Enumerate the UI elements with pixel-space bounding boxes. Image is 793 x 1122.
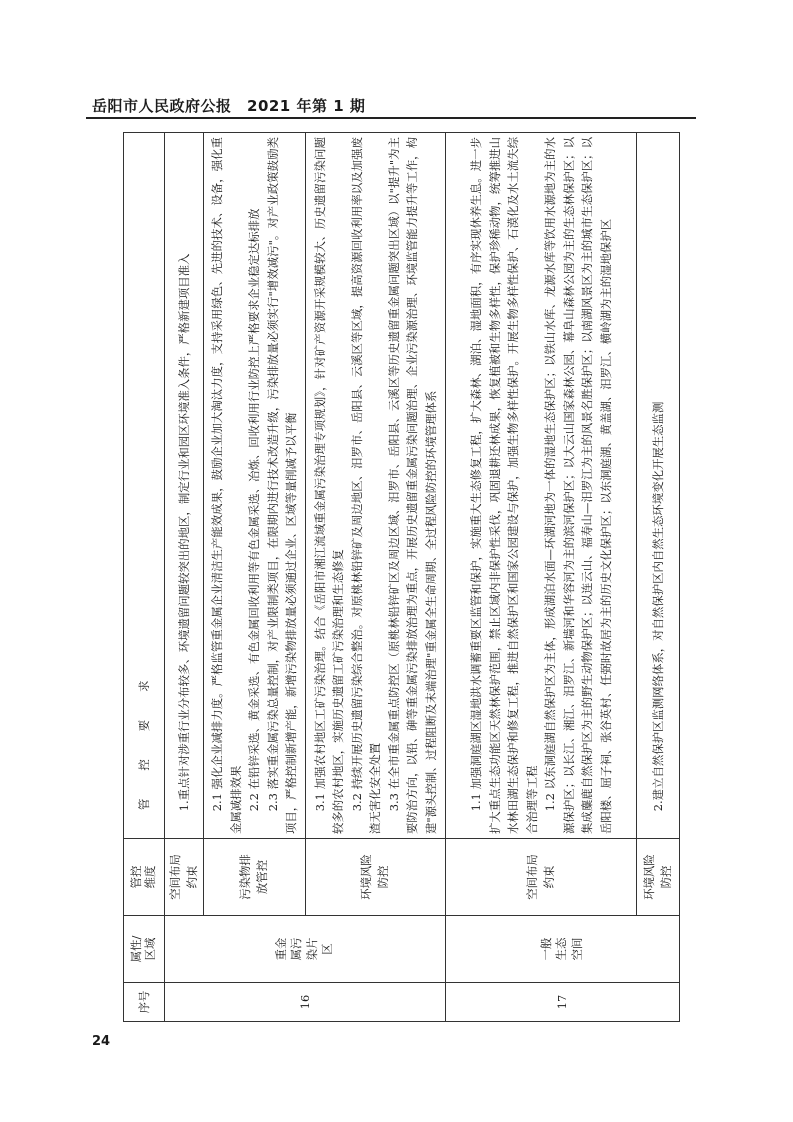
dimension-cell: 空间布局约束 <box>446 839 637 916</box>
requirement-text: 3.2 持续开展历史遗留污染综合整治。对原桃林铅锌矿及周边地区、汨罗市、岳阳县、云溪区等区域，提高资源回收利用率以及加强废渣无害化安全处置 <box>349 137 383 834</box>
requirement-text: 1.1 加强洞庭湖区湿地洪水调蓄重要区监管和保护，实施重大生态修复工程，扩大森林、湖泊、湿地面积，有序实现休养生息。进一步扩大重点生态功能区天然林保护范围，禁止区域内非保护性采伐，巩固退耕还林成果，恢复植被和生物多样性，保护珍稀动物，统筹推进山水林田湖生态保护和修复工程，推进自然保护区和国家公园建设与保护，加强生物多样性保护。开展生物多样性保护、石漠化及水土流失综合治理等工程 <box>469 137 539 834</box>
requirement-text: 2.建立自然保护区监测网络体系，对自然保护区内自然生态环境变化开展生态监测 <box>651 401 665 812</box>
row-number: 16 <box>165 983 446 1022</box>
row-number: 17 <box>446 983 680 1022</box>
header-divider <box>86 117 696 119</box>
requirement-text: 3.3 在全市重金属重点防控区（原桃林铅锌矿区及周边区域、汨罗市、岳阳县、云溪区等历史遗留重金属问题突出区域）以"提升"为主要防治方向，以铅、砷等重金属污染排放治理为重点，开展历史遗留重金属污染问题治理、企业污染源治理、环境监管能力提升等工作，构建"源头控制、过程阻断及末端治理"重金属全生命周期、全过程风险防控的环境管理体系 <box>386 137 438 834</box>
requirement-text: 3.1 加强农村地区工矿污染治理。结合《岳阳市湘江流域重金属污染治理专项规划》，针对矿产资源开采规模较大、历史遗留污染问题较多的农村地区，实施历史遗留工矿污染治理和生态修复 <box>312 137 346 834</box>
header-num: 序号 <box>124 983 165 1022</box>
dimension-cell: 环境风险防控 <box>305 839 446 916</box>
requirement-text: 2.2 在铅锌采选、黄金采选、有色金属回收利用等有色金属采选、冶炼、回收利用行业防控上严格要求企业稳定达标排放 <box>247 208 262 812</box>
table-row <box>204 133 305 1022</box>
table-row <box>637 133 680 1022</box>
rotated-table-container <box>123 132 680 1022</box>
row-attribute: 一般生态空间 <box>446 916 680 983</box>
requirement-cell <box>446 133 637 839</box>
requirement-text: 1.重点针对涉重行业分布较多、环境遗留问题较突出的地区，制定行业和园区环境准入条件，严格新建项目准入 <box>176 253 191 812</box>
requirement-text: 1.2 以东洞庭湖自然保护区为主体，形成湖泊水面—环湖河地为一体的湿地生态保护区；以铁山水库、龙源水库等饮用水源地为主的水源保护区；以长江、湘江、汨罗江、新墙河和华容河为主的滨河保护区；以大云山国家森林公园、幕阜山森林公园为主的生态林保护区；以集成麋鹿自然保护区为主的野生动物保护区；以连云山、福寿山—汨罗江为主的风景名胜保护区；以南湖风景区为主的城市生态保护区；以岳阳楼、屈子祠、张谷英村、任弼时故居为主的历史文化保护区；以东洞庭湖、黄盖湖、汨罗江、横岭湖为主的湿地保护区 <box>543 137 613 834</box>
dimension-cell: 污染物排放管控 <box>204 839 305 916</box>
table-row <box>305 133 446 1022</box>
header-req: 管控要求 <box>124 133 165 839</box>
row-attribute: 重金属污染片区 <box>165 916 446 983</box>
table-row <box>165 133 204 1022</box>
requirement-cell <box>165 133 204 839</box>
control-requirements-table <box>123 132 680 1022</box>
requirement-cell <box>204 133 305 839</box>
header-attr: 属性/区域 <box>124 916 165 983</box>
page-number: 24 <box>92 1034 111 1049</box>
table-header-row <box>124 133 165 1022</box>
dimension-cell: 空间布局约束 <box>165 839 204 916</box>
requirement-text: 2.3 落实重金属污染总量控制，对产业限制类项目，在限期内进行技术改造升级，污染排放量必须实行"增效减污"。对产业政策鼓励类项目，严格控制新增产能，新增污染物排放量必须通过企业、区域等量削减予以平衡 <box>265 137 299 834</box>
header-dim: 管控维度 <box>124 839 165 916</box>
requirement-cell <box>637 133 680 839</box>
table-row <box>446 133 637 1022</box>
requirement-cell <box>305 133 446 839</box>
bulletin-header: 岳阳市人民政府公报 2021 年第 1 期 <box>92 97 366 115</box>
dimension-cell: 环境风险防控 <box>637 839 680 916</box>
requirement-text: 2.1 强化企业减排力度。严格监管重金属企业清洁生产能效成果，鼓励企业加大淘汰力度，支持采用绿色、先进的技术、设备，强化重金属减排效果 <box>210 137 243 834</box>
